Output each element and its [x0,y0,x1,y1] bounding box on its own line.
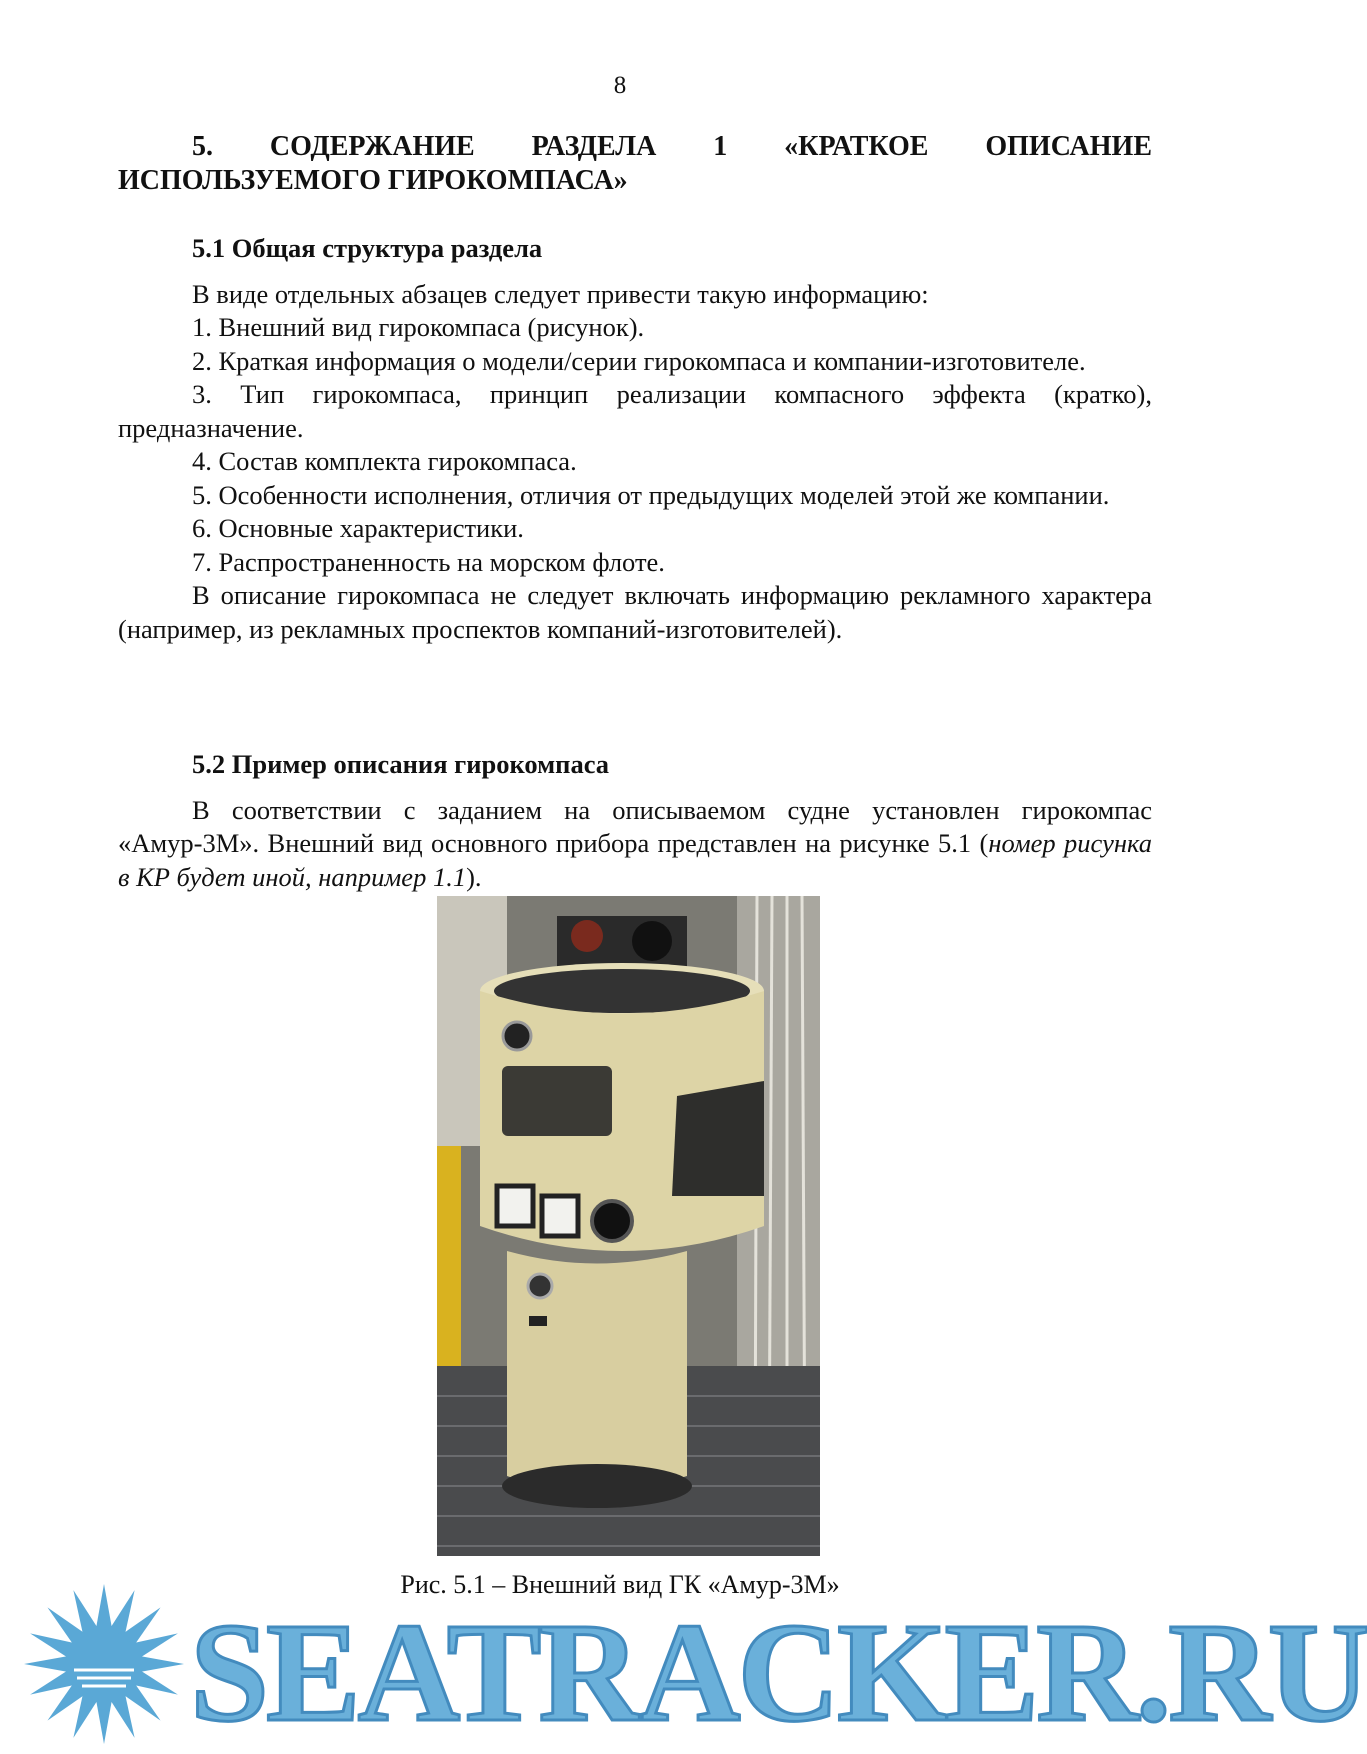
example-paragraph [118,794,1152,895]
watermark-text: SEATRACKER.RU [190,1593,1367,1751]
inspection-window [502,1066,612,1136]
meter-right [542,1196,578,1236]
column-indicator [528,1274,552,1298]
title-line-2: ИСПОЛЬЗУЕМОГО ГИРОКОМПАСА» [118,165,628,196]
figure-caption: Рис. 5.1 – Внешний вид ГК «Амур-3М» [400,1570,840,1599]
list-item: 2. Краткая информация о модели/серии гирокомпаса и компании-изготовителе. [192,345,1086,376]
subsection-5-2 [118,748,1152,894]
top-motor [632,921,672,961]
subsection-5-1 [118,232,1152,646]
round-instrument [592,1201,632,1241]
title-word: 1 [713,131,728,162]
intro-paragraph: В виде отдельных абзацев следует привести такую информацию: [192,278,929,309]
title-word: ОПИСАНИЕ [985,131,1152,162]
note-paragraph: В описание гирокомпаса не следует включать информацию рекламного характера (например, из рекламных проспектов компаний-изготовителей). [118,580,1152,644]
base-ring [502,1464,692,1508]
top-knob [571,920,603,952]
gyrocompass-photo [437,896,820,1556]
example-text-end: ). [466,861,482,892]
meter-left [497,1186,533,1226]
sun-icon [24,1584,184,1744]
list-item: 5. Особенности исполнения, отличия от предыдущих моделей этой же компании. [192,479,1110,510]
gyrocompass-illustration [437,896,820,1556]
title-word: «КРАТКОЕ [784,131,929,162]
list-item: 4. Состав комплекта гирокомпаса. [192,446,577,476]
side-opening [672,1081,764,1196]
column-label [529,1316,547,1326]
subsection-title: 5.2 Пример описания гирокомпаса [192,749,610,779]
page-number: 8 [613,72,627,99]
example-italic-note: номер рисунка в КР будет иной, например 1.1 [118,828,1152,892]
dial-gauge [503,1022,531,1050]
list-item: 6. Основные характеристики. [192,513,524,543]
list-item: 3. Тип гирокомпаса, принцип реализации компасного эффекта (кратко), предназначение. [118,379,1152,443]
title-word: РАЗДЕЛА [531,131,657,162]
example-text: В соответствии с заданием на описываемом судне установлен гирокомпас «Амур-3М». Внешний вид основного прибора представлен на рисунке 5.1 ( [118,794,1152,858]
list-item: 1. Внешний вид гирокомпаса (рисунок). [192,312,645,342]
subsection-title: 5.1 Общая структура раздела [192,233,543,263]
title-word: СОДЕРЖАНИЕ [269,131,475,162]
title-word: 5. [192,131,213,162]
list-item: 7. Распространенность на морском флоте. [192,546,665,577]
section-title [118,130,1152,198]
